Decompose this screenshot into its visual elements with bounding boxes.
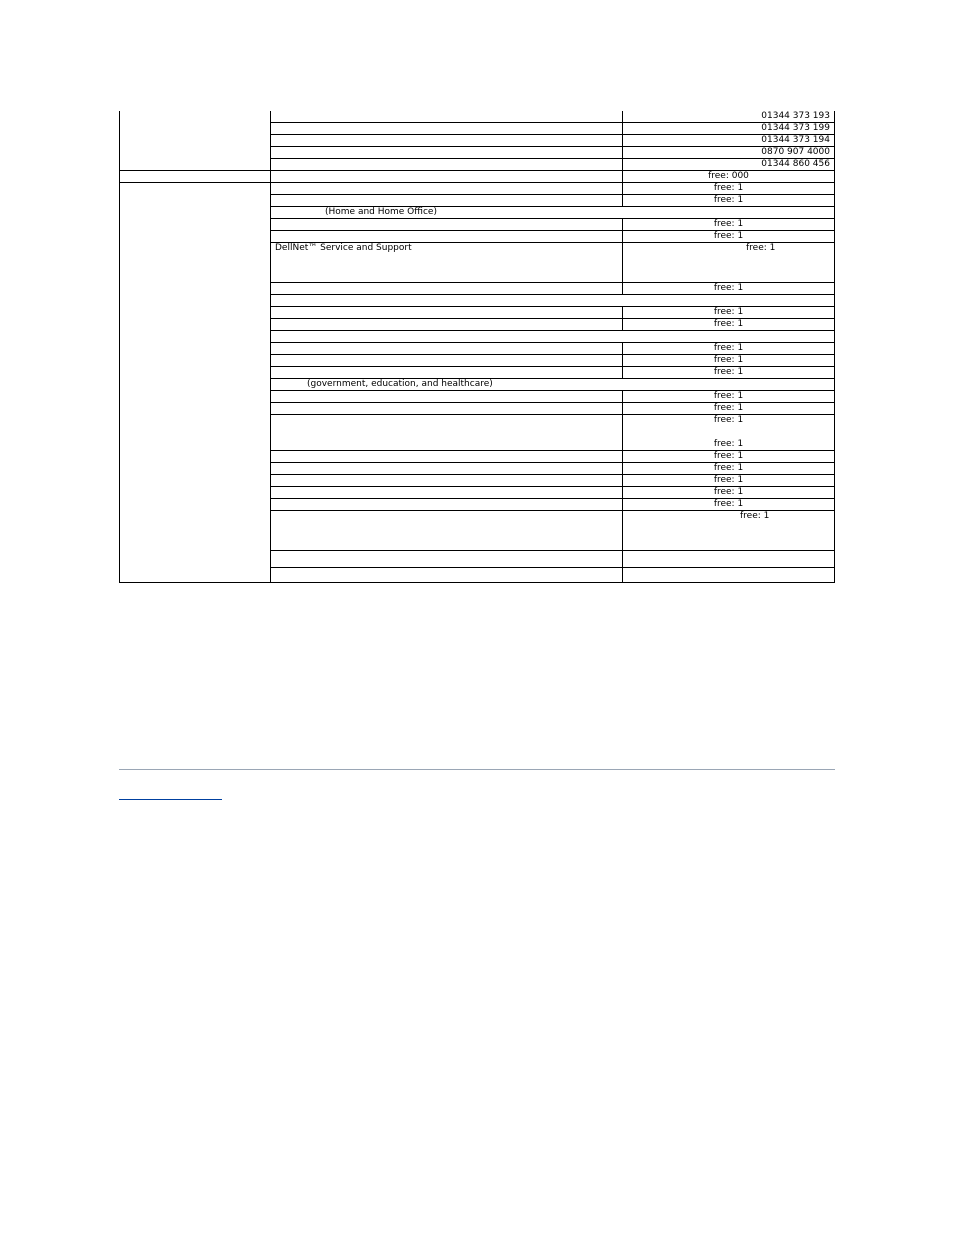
phone-cell (623, 415, 835, 451)
country-cell (271, 568, 623, 583)
service-cell (623, 551, 835, 568)
phone-cell: free: 1 (623, 343, 835, 355)
service-cell (271, 283, 623, 295)
service-cell (271, 231, 623, 243)
service-cell (271, 183, 623, 195)
phone-cell: free: 1 (623, 511, 835, 551)
service-cell (271, 415, 623, 451)
service-cell (271, 123, 623, 135)
phone-cell: 01344 860 456 (623, 159, 835, 171)
separator-line (119, 769, 835, 770)
service-cell: DellNet™ Service and Support (271, 243, 623, 283)
phone-cell: free: 1 (623, 475, 835, 487)
phone-cell: free: 1 (623, 463, 835, 475)
phone-cell: free: 1 (623, 219, 835, 231)
section-heading (271, 295, 835, 307)
section-heading: (government, education, and healthcare) (271, 379, 835, 391)
phone-cell: 01344 373 199 (623, 123, 835, 135)
service-cell (271, 171, 623, 183)
contact-table (119, 111, 835, 583)
phone-cell: free: 1 (623, 231, 835, 243)
phone-cell: free: 1 (623, 319, 835, 331)
phone-cell: free: 1 (623, 487, 835, 499)
phone-cell: free: 000 (623, 171, 835, 183)
service-cell (271, 147, 623, 159)
service-cell (271, 343, 623, 355)
service-cell (271, 219, 623, 231)
service-cell (271, 355, 623, 367)
phone-cell: free: 1 (623, 499, 835, 511)
phone-cell: free: 1 (623, 307, 835, 319)
section-heading: (Home and Home Office) (271, 207, 835, 219)
service-cell (271, 159, 623, 171)
service-cell (271, 511, 623, 551)
table-row (120, 111, 835, 123)
back-to-top-link[interactable] (119, 790, 222, 800)
phone-cell: free: 1 (623, 367, 835, 379)
country-cell (120, 111, 271, 171)
phone-cell: free: 1 (623, 283, 835, 295)
service-cell (271, 307, 623, 319)
phone-cell: free: 1 (623, 195, 835, 207)
phone-cell: 0870 907 4000 (623, 147, 835, 159)
section-heading (271, 331, 835, 343)
service-cell (271, 403, 623, 415)
service-cell (271, 135, 623, 147)
service-cell (271, 367, 623, 379)
service-cell (271, 451, 623, 463)
service-cell (271, 111, 623, 123)
country-cell (271, 551, 623, 568)
service-cell (271, 319, 623, 331)
country-cell (120, 171, 271, 183)
phone-line: free: 1 (713, 415, 744, 425)
phone-cell: 01344 373 193 (623, 111, 835, 123)
service-cell (271, 391, 623, 403)
phone-cell: free: 1 (623, 243, 835, 283)
phone-cell: free: 1 (623, 183, 835, 195)
table-row (120, 171, 835, 183)
country-cell (120, 183, 271, 583)
phone-cell: free: 1 (623, 355, 835, 367)
service-cell (271, 475, 623, 487)
service-cell (623, 568, 835, 583)
phone-cell: free: 1 (623, 391, 835, 403)
phone-cell: free: 1 (623, 451, 835, 463)
service-cell (271, 487, 623, 499)
service-cell (271, 499, 623, 511)
phone-cell: 01344 373 194 (623, 135, 835, 147)
phone-cell: free: 1 (623, 403, 835, 415)
service-cell (271, 463, 623, 475)
phone-line: free: 1 (713, 439, 744, 449)
service-cell (271, 195, 623, 207)
table-row (120, 183, 835, 195)
